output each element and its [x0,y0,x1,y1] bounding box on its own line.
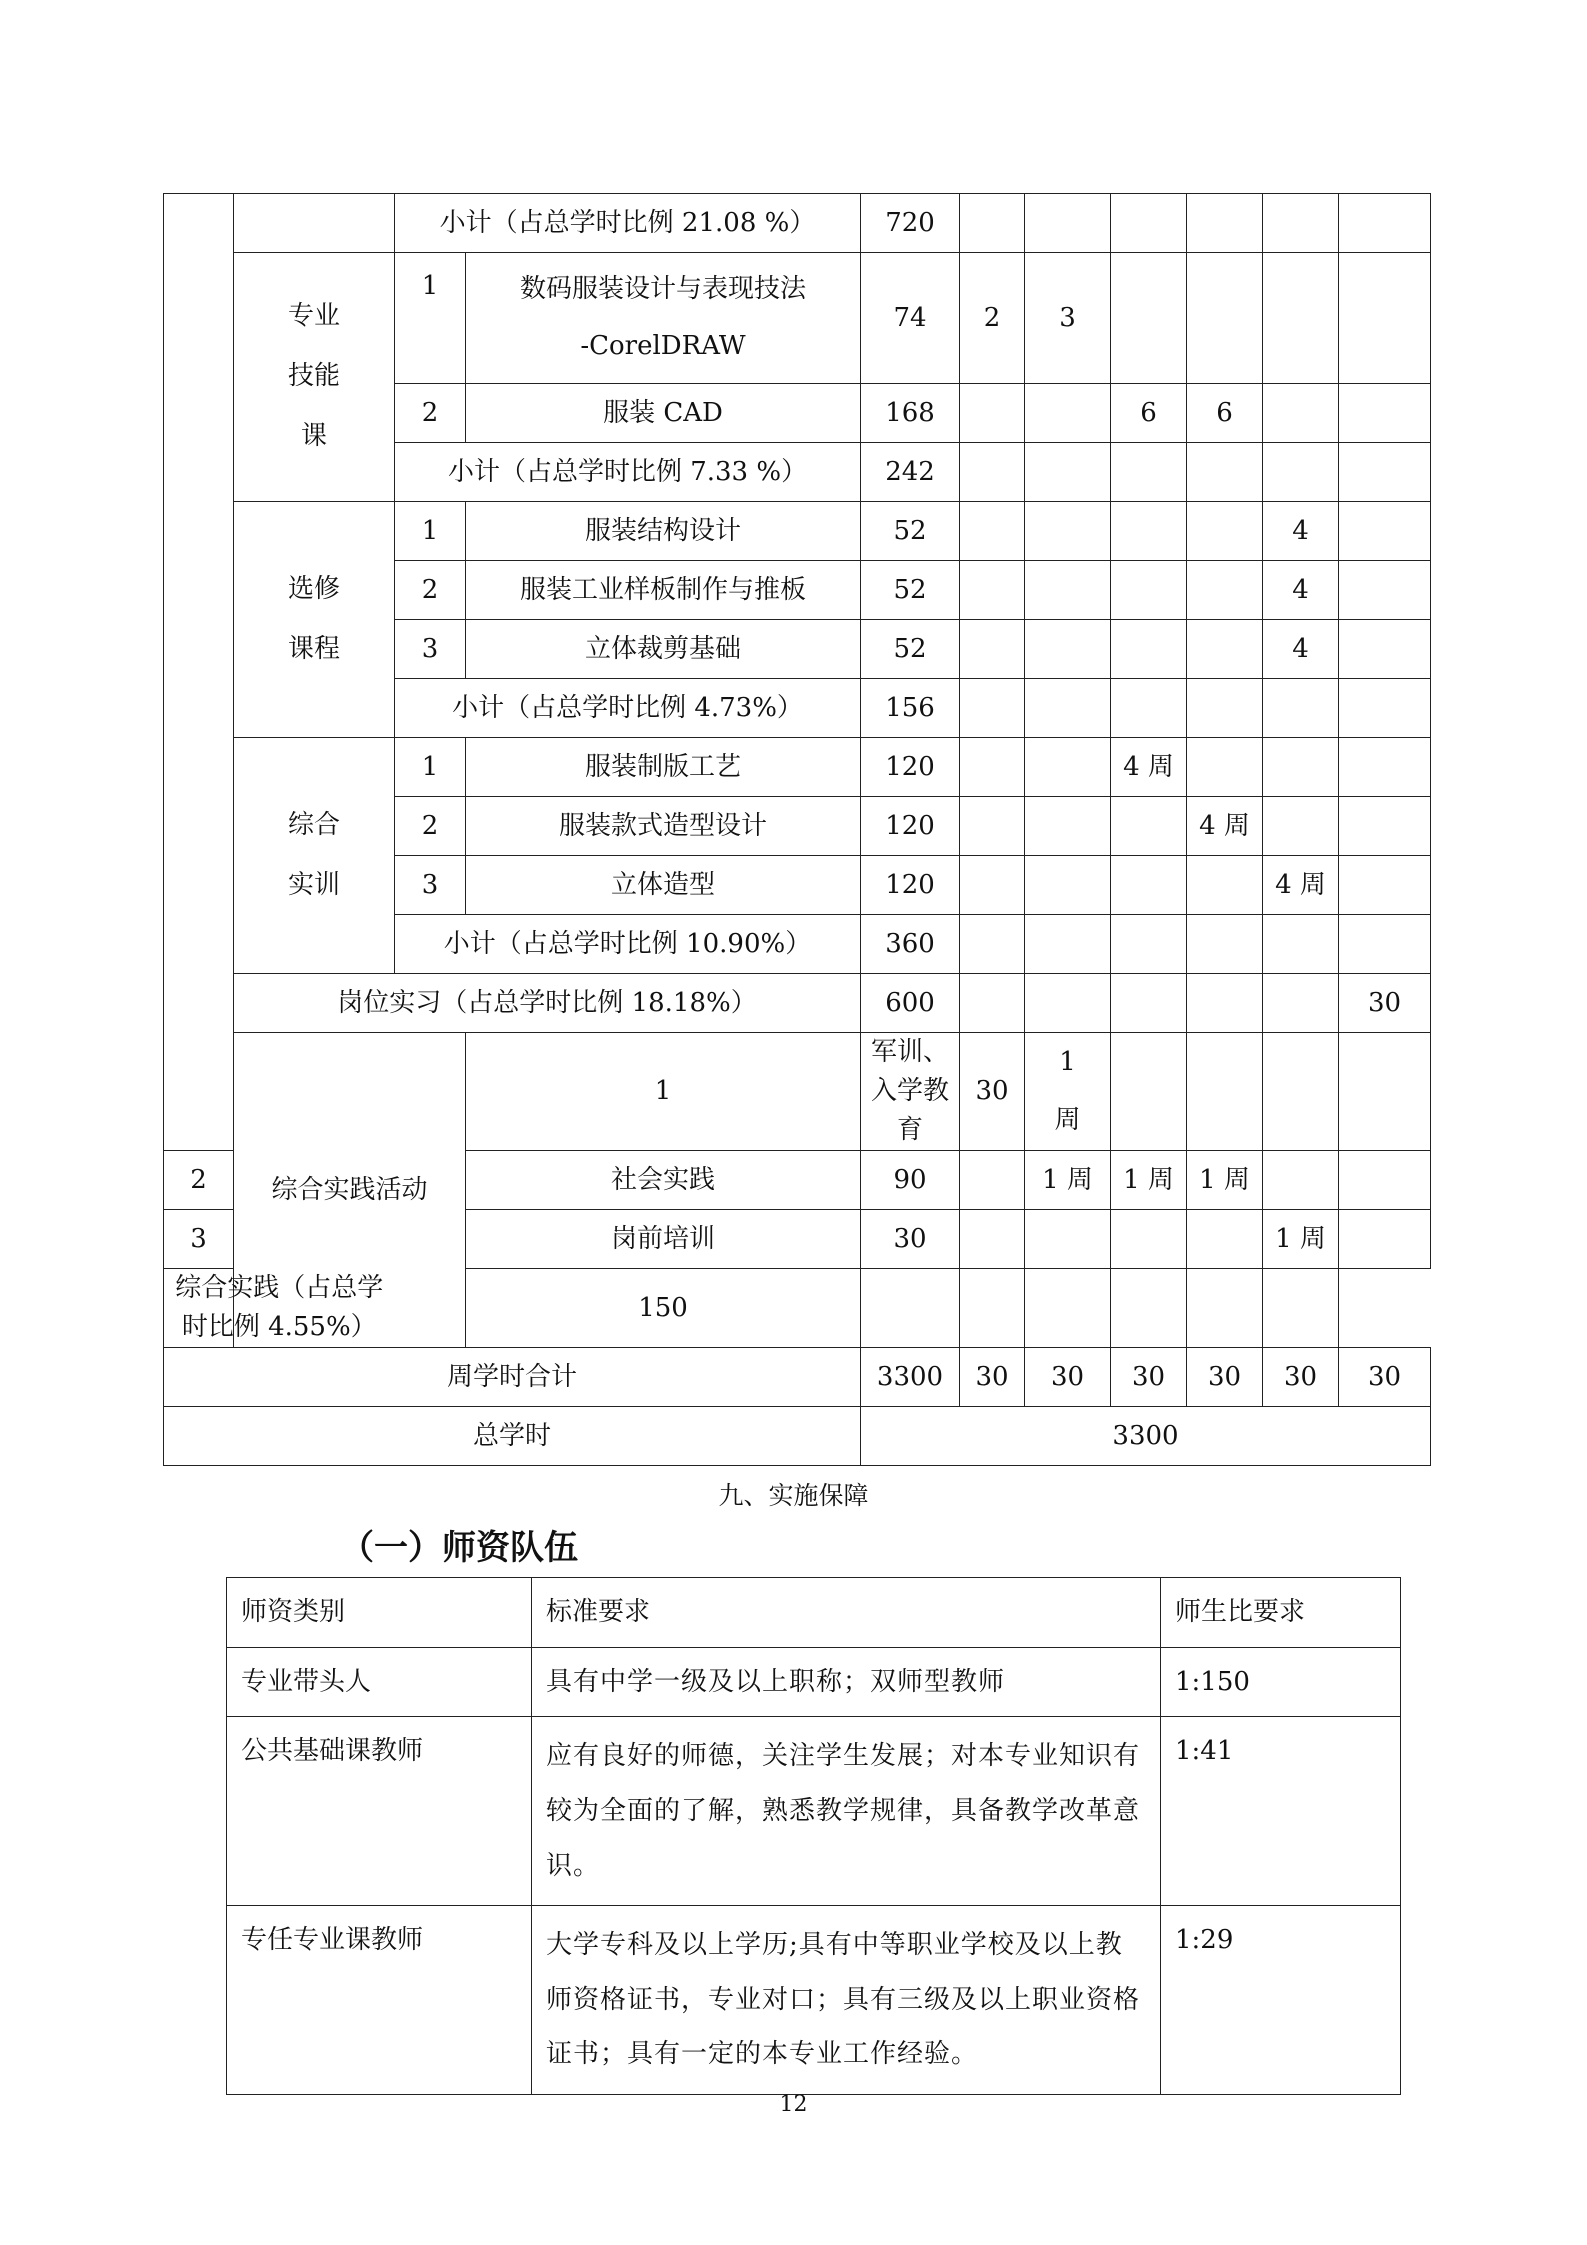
table-row: 2 社会实践 90 1 周 1 周 1 周 [164,1151,1431,1210]
subtotal-label: 综合实践（占总学时比例 4.55%） [164,1269,395,1348]
table-row: 3 岗前培训 30 1 周 [164,1210,1431,1269]
subtotal-label: 小计（占总学时比例 10.90%） [395,915,861,974]
course-name: 立体裁剪基础 [466,620,861,679]
course-name: 服装 CAD [466,384,861,443]
course-name: 数码服装设计与表现技法 -CorelDRAW [466,253,861,384]
group-label: 选修 课程 [234,502,395,738]
column-header: 师生比要求 [1161,1578,1401,1648]
table-row [164,1407,1431,1466]
table-row: 专业 技能 课 1 数码服装设计与表现技法 -CorelDRAW 74 2 3 [164,253,1431,384]
grand-total-value: 3300 [861,1407,1431,1466]
table-row: 3 立体造型 120 4 周 [164,856,1431,915]
table-row: 周学时合计 3300 30 30 30 30 30 30 [164,1348,1431,1407]
course-name: 服装制版工艺 [466,738,861,797]
table-row: 综合 实训 1 服装制版工艺 120 4 周 [164,738,1431,797]
course-name: 社会实践 [466,1151,861,1210]
subsection-title: （一）师资队伍 [340,1528,578,1568]
column-header: 标准要求 [532,1578,1161,1648]
course-name: 服装款式造型设计 [466,797,861,856]
course-name: 岗前培训 [466,1210,861,1269]
subtotal-label: 小计（占总学时比例 4.73%） [395,679,861,738]
table-row: 2 服装工业样板制作与推板 52 4 [164,561,1431,620]
group-label: 综合实践活动 [234,1033,466,1348]
table-row: 3 立体裁剪基础 52 4 [164,620,1431,679]
subtotal-label: 小计（占总学时比例 7.33 %） [395,443,861,502]
table-row: 专业带头人 具有中学一级及以上职称；双师型教师 1:150 [227,1647,1401,1717]
table-row: 综合实践活动 1 军训、入学教育 30 1 周 [164,1033,1431,1151]
table-row: 综合实践（占总学时比例 4.55%） 150 [164,1269,1431,1348]
group-label: 综合 实训 [234,738,395,974]
course-plan-table [163,193,1431,1466]
table-row: 公共基础课教师 应有良好的师德，关注学生发展；对本专业知识有较为全面的了解，熟悉教学规律，具备教学改革意识。 1:41 [227,1717,1401,1906]
table-row: 小计（占总学时比例 21.08 %） 720 [164,194,1431,253]
subtotal-label: 小计（占总学时比例 21.08 %） [395,194,861,253]
weekly-total-label: 周学时合计 [164,1348,861,1407]
table-row: 小计（占总学时比例 10.90%） 360 [164,915,1431,974]
page-number: 12 [779,2092,808,2117]
table-row: 专任专业课教师 大学专科及以上学历;具有中等职业学校及以上教师资格证书，专业对口；具有三级及以上职业资格证书；具有一定的本专业工作经验。 1:29 [227,1906,1401,2095]
column-header: 师资类别 [227,1578,532,1648]
course-name: 服装结构设计 [466,502,861,561]
course-name: 军训、入学教育 [861,1033,960,1151]
table-row: 小计（占总学时比例 7.33 %） 242 [164,443,1431,502]
course-name: 服装工业样板制作与推板 [466,561,861,620]
internship-label: 岗位实习（占总学时比例 18.18%） [234,974,861,1033]
group-label: 专业 技能 课 [234,253,395,502]
grand-total-label: 总学时 [164,1407,861,1466]
table-row: 岗位实习（占总学时比例 18.18%） 600 30 [164,974,1431,1033]
teacher-table [226,1577,1401,2095]
table-row: 2 服装 CAD 168 6 6 [164,384,1431,443]
course-name: 立体造型 [466,856,861,915]
table-row: 2 服装款式造型设计 120 4 周 [164,797,1431,856]
table-header-row [227,1578,1401,1648]
table-row: 小计（占总学时比例 4.73%） 156 [164,679,1431,738]
table-row: 选修 课程 1 服装结构设计 52 4 [164,502,1431,561]
section-title: 九、实施保障 [718,1481,869,1510]
